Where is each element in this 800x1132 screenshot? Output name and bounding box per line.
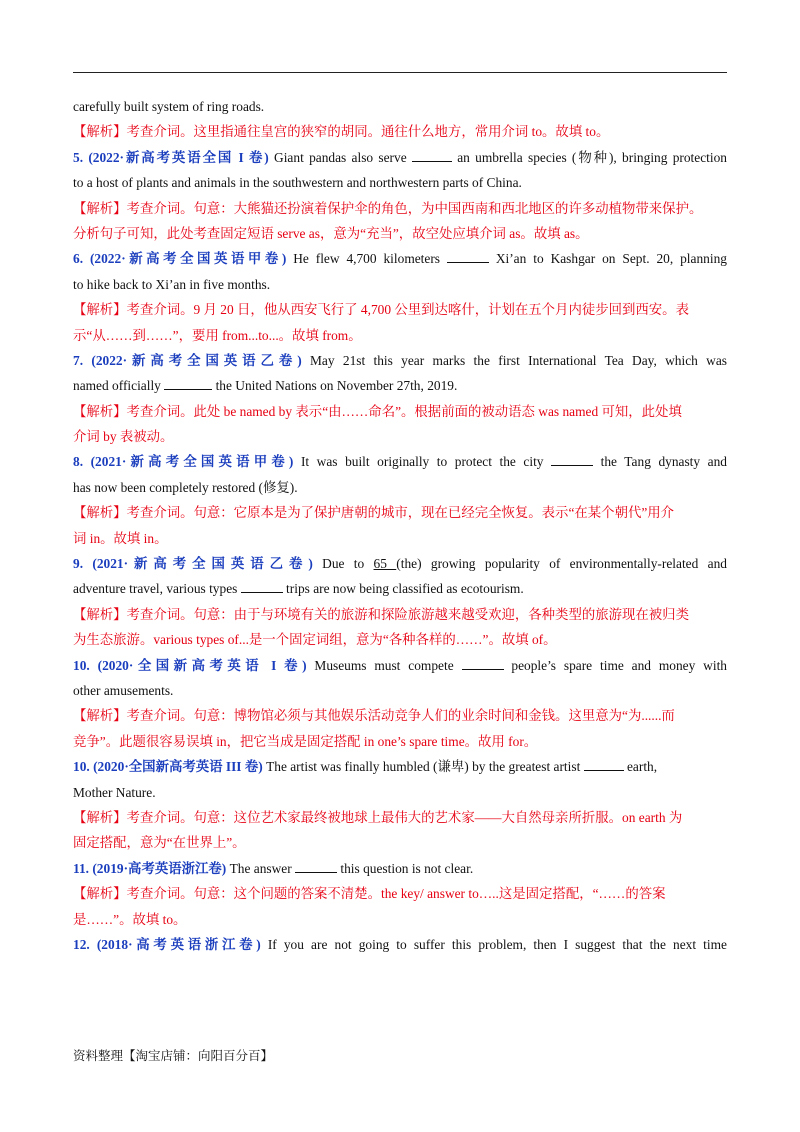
text-line xyxy=(73,653,727,678)
answer-blank xyxy=(462,658,504,670)
text-line xyxy=(73,729,727,754)
text-line xyxy=(73,399,727,424)
text-line xyxy=(73,145,727,170)
question-text: to hike back to Xi’an in five months. xyxy=(73,276,271,292)
question-text: The answer xyxy=(226,860,296,876)
question-source: 10. (2020·全国新高考英语 III 卷) xyxy=(73,759,263,775)
question-source: 9. (2021·新高考全国英语乙卷) xyxy=(73,556,313,572)
text-line xyxy=(73,475,727,500)
text-line xyxy=(73,94,727,119)
analysis-text: 【解析】考查介词。句意：它原本是为了保护唐朝的城市，现在已经完全恢复。表示“在某个朝代”用介 xyxy=(73,505,675,521)
header-rule xyxy=(73,72,727,73)
page-footer: 资料整理【淘宝店铺：向阳百分百】 xyxy=(73,1048,274,1063)
question-text: Xi’an to Kashgar on Sept. 20, planning xyxy=(488,251,727,267)
question-source: 10. (2020·全国新高考英语 I 卷) xyxy=(73,657,307,673)
question-text: earth, xyxy=(623,759,658,775)
question-text: The artist was finally humbled (谦卑) by the greatest artist xyxy=(262,759,584,775)
question-text: It was built originally to protect the city xyxy=(293,454,552,470)
question-text: to a host of plants and animals in the southwestern and northwestern parts of China. xyxy=(73,175,522,191)
question-text: (the) growing popularity of environmentally-related and xyxy=(396,556,727,572)
answer-blank xyxy=(164,378,212,390)
question-source: 5. (2022·新高考英语全国 I 卷) xyxy=(73,149,269,165)
text-line xyxy=(73,221,727,246)
question-text: carefully built system of ring roads. xyxy=(73,99,265,114)
question-source: 7. (2022·新高考全国英语乙卷) xyxy=(73,352,302,368)
question-text: Giant pandas also serve xyxy=(268,149,412,165)
text-line xyxy=(73,246,727,271)
analysis-text: 示“从……到……”，要用 from...to...。故填 from。 xyxy=(73,327,362,343)
question-text: If you are not going to suffer this problem, then I suggest that the next time xyxy=(260,936,727,952)
question-source: 8. (2021·新高考全国英语甲卷) xyxy=(73,454,294,470)
text-line xyxy=(73,830,727,855)
question-text: Museums must compete xyxy=(306,657,462,673)
answer-blank xyxy=(551,454,593,466)
text-line xyxy=(73,754,727,779)
analysis-text: 固定搭配，意为“在世界上”。 xyxy=(73,835,246,851)
analysis-text: 分析句子可知，此处考查固定短语 serve as，意为“充当”，故空处应填介词 as。故填 as。 xyxy=(73,225,589,241)
answer-blank xyxy=(295,861,337,873)
question-text: named officially xyxy=(73,378,165,394)
text-line xyxy=(73,881,727,906)
text-line xyxy=(73,196,727,221)
question-source: 11. (2019·高考英语浙江卷) xyxy=(73,860,227,876)
text-line xyxy=(73,932,727,957)
text-line xyxy=(73,551,727,576)
text-line xyxy=(73,526,727,551)
text-line xyxy=(73,170,727,195)
question-text: has now been completely restored (修复). xyxy=(73,479,298,495)
answer-blank xyxy=(412,150,452,162)
question-text: adventure travel, various types xyxy=(73,581,241,597)
underlined-number: 65 xyxy=(373,556,397,572)
text-line xyxy=(73,856,727,881)
question-source: 12. (2018·高考英语浙江卷) xyxy=(73,936,261,952)
analysis-text: 竞争”。此题很容易误填 in，把它当成是固定搭配 in one’s spare time。故用 for。 xyxy=(73,733,538,749)
question-source: 6. (2022·新高考全国英语甲卷) xyxy=(73,251,287,267)
analysis-text: 【解析】考查介词。句意：这位艺术家最终被地球上最伟大的艺术家——大自然母亲所折服。on earth 为 xyxy=(73,809,683,825)
analysis-text: 【解析】考查介词。句意：这个问题的答案不清楚。the key/ answer to…..这是固定搭配，“……的答案 xyxy=(73,886,666,902)
text-line xyxy=(73,272,727,297)
text-line xyxy=(73,323,727,348)
question-text: this question is not clear. xyxy=(337,860,474,876)
text-line xyxy=(73,119,727,144)
text-line xyxy=(73,805,727,830)
text-line xyxy=(73,500,727,525)
question-text: He flew 4,700 kilometers xyxy=(286,251,447,267)
question-text: May 21st this year marks the first International Tea Day, which was xyxy=(301,352,727,368)
question-text: other amusements. xyxy=(73,682,174,698)
question-text: an umbrella species (物种), bringing protection xyxy=(451,149,727,165)
document-body xyxy=(73,94,727,957)
analysis-text: 是……”。故填 to。 xyxy=(73,911,187,927)
analysis-text: 词 in。故填 in。 xyxy=(73,530,168,546)
text-line xyxy=(73,907,727,932)
analysis-text: 【解析】考查介词。句意：大熊猫还扮演着保护伞的角色，为中国西南和西北地区的许多动植物带来保护。 xyxy=(73,200,703,216)
answer-blank xyxy=(584,759,624,771)
text-line xyxy=(73,576,727,601)
question-text: the United Nations on November 27th, 2019. xyxy=(212,378,458,394)
text-line xyxy=(73,373,727,398)
analysis-text: 【解析】考查介词。此处 be named by 表示“由……命名”。根据前面的被动语态 was named 可知，此处填 xyxy=(73,403,682,419)
analysis-text: 【解析】考查介词。这里指通往皇宫的狭窄的胡同。通往什么地方，常用介词 to。故填 to。 xyxy=(73,124,610,140)
analysis-text: 【解析】考查介词。9 月 20 日，他从西安飞行了 4,700 公里到达喀什，计划在五个月内徒步回到西安。表 xyxy=(73,302,689,318)
analysis-text: 介词 by 表被动。 xyxy=(73,429,174,445)
text-line xyxy=(73,703,727,728)
question-text: people’s spare time and money with xyxy=(503,657,727,673)
text-line xyxy=(73,297,727,322)
text-line xyxy=(73,627,727,652)
text-line xyxy=(73,678,727,703)
text-line xyxy=(73,602,727,627)
question-text: trips are now being classified as ecotourism. xyxy=(282,581,524,597)
question-text: the Tang dynasty and xyxy=(593,454,727,470)
analysis-text: 为生态旅游。various types of...是一个固定词组，意为“各种各样的……”。故填 of。 xyxy=(73,632,557,648)
question-text: Due to xyxy=(312,556,374,572)
answer-blank xyxy=(447,251,489,263)
text-line xyxy=(73,348,727,373)
analysis-text: 【解析】考查介词。句意：博物馆必须与其他娱乐活动竞争人们的业余时间和金钱。这里意为“为......而 xyxy=(73,708,675,724)
answer-blank xyxy=(241,581,283,593)
analysis-text: 【解析】考查介词。句意：由于与环境有关的旅游和探险旅游越来越受欢迎，各种类型的旅游现在被归类 xyxy=(73,606,689,622)
text-line xyxy=(73,449,727,474)
question-text: Mother Nature. xyxy=(73,784,156,800)
text-line xyxy=(73,780,727,805)
text-line xyxy=(73,424,727,449)
